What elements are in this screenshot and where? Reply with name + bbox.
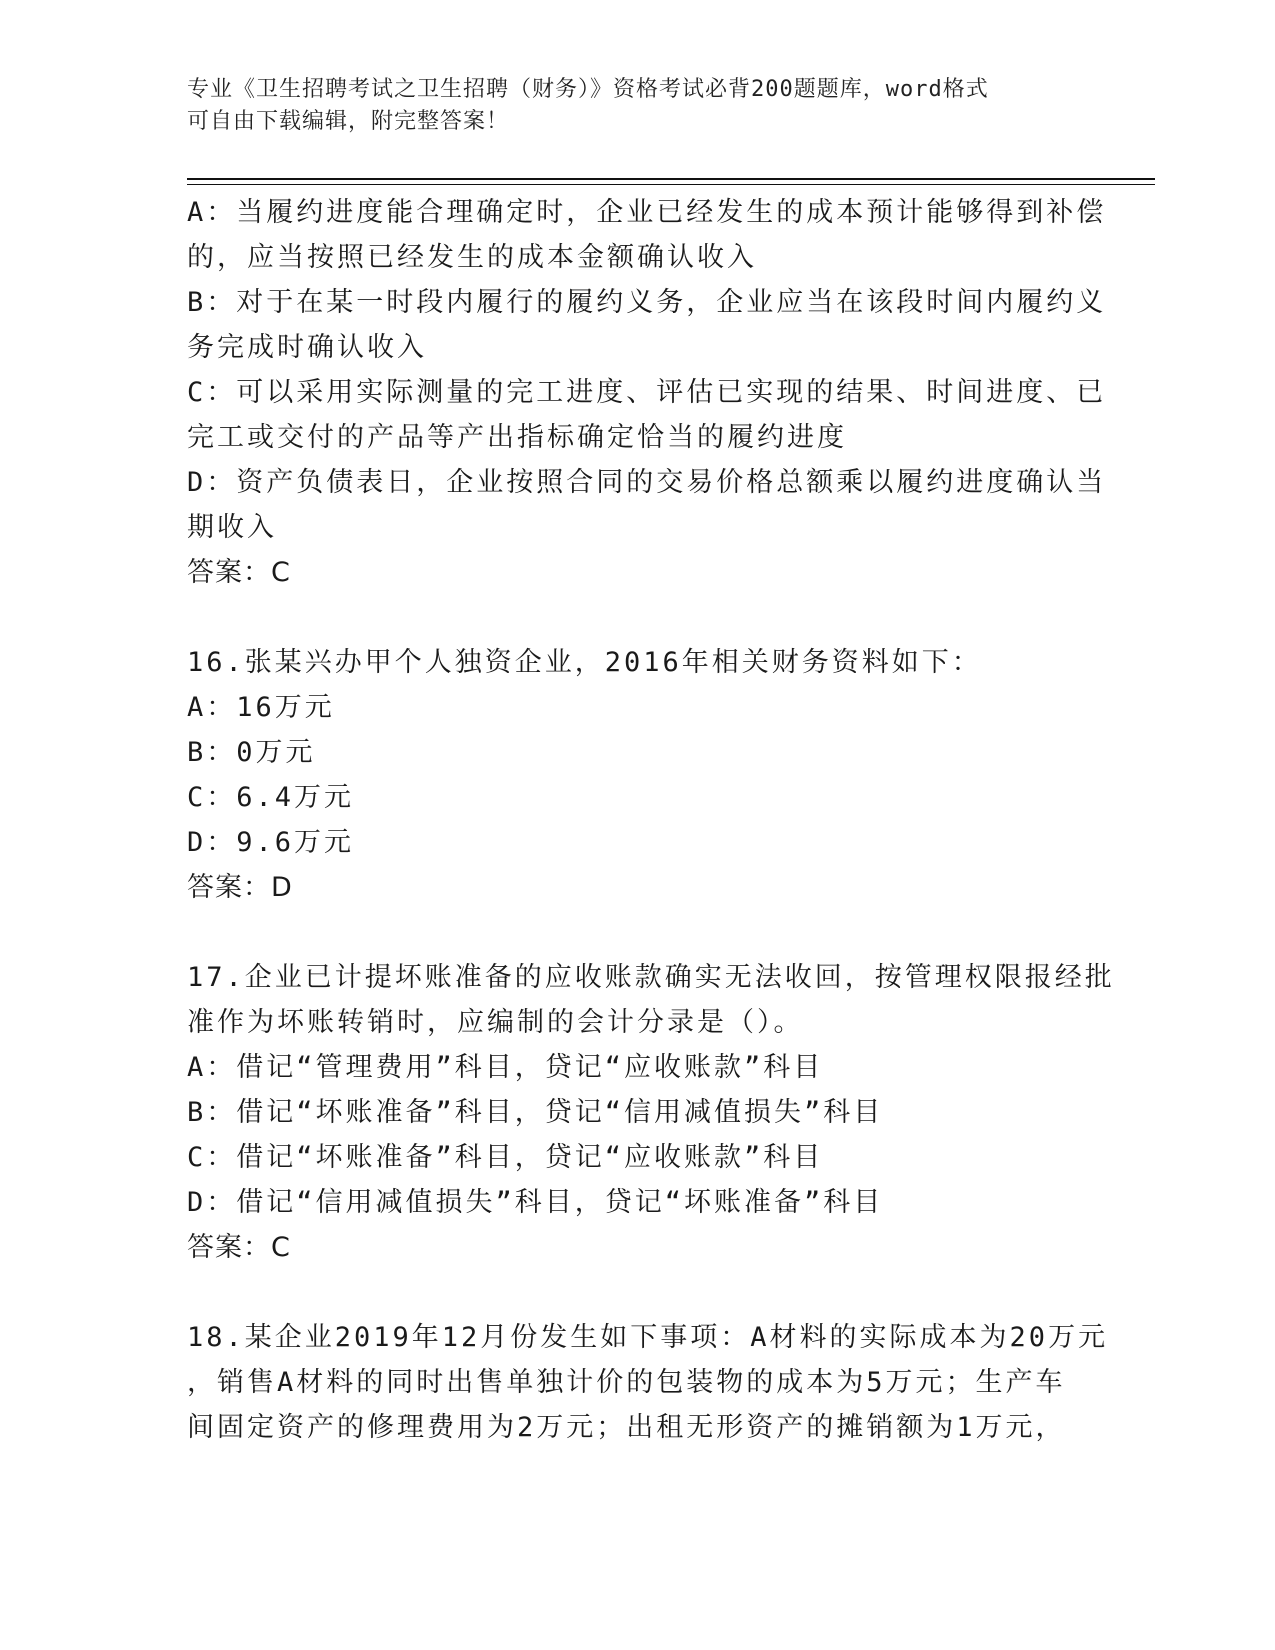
question-text-line-1: 18.某企业2019年12月份发生如下事项：A材料的实际成本为20万元 bbox=[187, 1322, 1109, 1353]
question-15 bbox=[187, 190, 1107, 595]
spacer bbox=[187, 910, 1087, 955]
question-text-line-1: 17.企业已计提坏账准备的应收账款确实无法收回，按管理权限报经批 bbox=[187, 962, 1115, 993]
option-a: A：借记“管理费用”科目，贷记“应收账款”科目 bbox=[187, 1052, 824, 1083]
spacer bbox=[187, 595, 1087, 640]
answer: 答案：D bbox=[187, 872, 293, 903]
question-17 bbox=[187, 955, 1115, 1270]
question-text-line-3: 间固定资产的修理费用为2万元；出租无形资产的摊销额为1万元， bbox=[187, 1412, 1066, 1443]
spacer bbox=[187, 1270, 1087, 1315]
option-c: C：借记“坏账准备”科目，贷记“应收账款”科目 bbox=[187, 1142, 824, 1173]
option-b: B：0万元 bbox=[187, 737, 316, 768]
question-18 bbox=[187, 1315, 1109, 1450]
answer: 答案：C bbox=[187, 557, 291, 588]
option-a: A：16万元 bbox=[187, 692, 335, 723]
question-text-line-2: 准作为坏账转销时，应编制的会计分录是（）。 bbox=[187, 1007, 804, 1038]
header-rule-thick bbox=[187, 178, 1155, 180]
option-b-line-1: B：对于在某一时段内履行的履约义务，企业应当在该段时间内履约义 bbox=[187, 287, 1107, 318]
header-line-1: 专业《卫生招聘考试之卫生招聘（财务）》资格考试必背200题题库，word格式 bbox=[187, 77, 989, 102]
question-content bbox=[187, 190, 1115, 1450]
answer: 答案：C bbox=[187, 1232, 291, 1263]
option-c: C：6.4万元 bbox=[187, 782, 355, 813]
question-text: 16.张某兴办甲个人独资企业，2016年相关财务资料如下： bbox=[187, 647, 982, 678]
question-16 bbox=[187, 640, 1087, 910]
question-text-line-2: ，销售A材料的同时出售单独计价的包装物的成本为5万元；生产车 bbox=[187, 1367, 1066, 1398]
option-c-line-1: C：可以采用实际测量的完工进度、评估已实现的结果、时间进度、已 bbox=[187, 377, 1107, 408]
header-rule-thin bbox=[187, 184, 1155, 185]
document-header bbox=[187, 74, 1067, 138]
option-d-line-1: D：资产负债表日，企业按照合同的交易价格总额乘以履约进度确认当 bbox=[187, 467, 1107, 498]
option-a-line-2: 的，应当按照已经发生的成本金额确认收入 bbox=[187, 242, 757, 273]
option-d: D：借记“信用减值损失”科目，贷记“坏账准备”科目 bbox=[187, 1187, 884, 1218]
header-line-2: 可自由下载编辑，附完整答案！ bbox=[187, 109, 510, 134]
option-d-line-2: 期收入 bbox=[187, 512, 277, 543]
option-b: B：借记“坏账准备”科目，贷记“信用减值损失”科目 bbox=[187, 1097, 884, 1128]
option-d: D：9.6万元 bbox=[187, 827, 355, 858]
option-a-line-1: A：当履约进度能合理确定时，企业已经发生的成本预计能够得到补偿 bbox=[187, 197, 1107, 228]
option-b-line-2: 务完成时确认收入 bbox=[187, 332, 427, 363]
option-c-line-2: 完工或交付的产品等产出指标确定恰当的履约进度 bbox=[187, 422, 847, 453]
